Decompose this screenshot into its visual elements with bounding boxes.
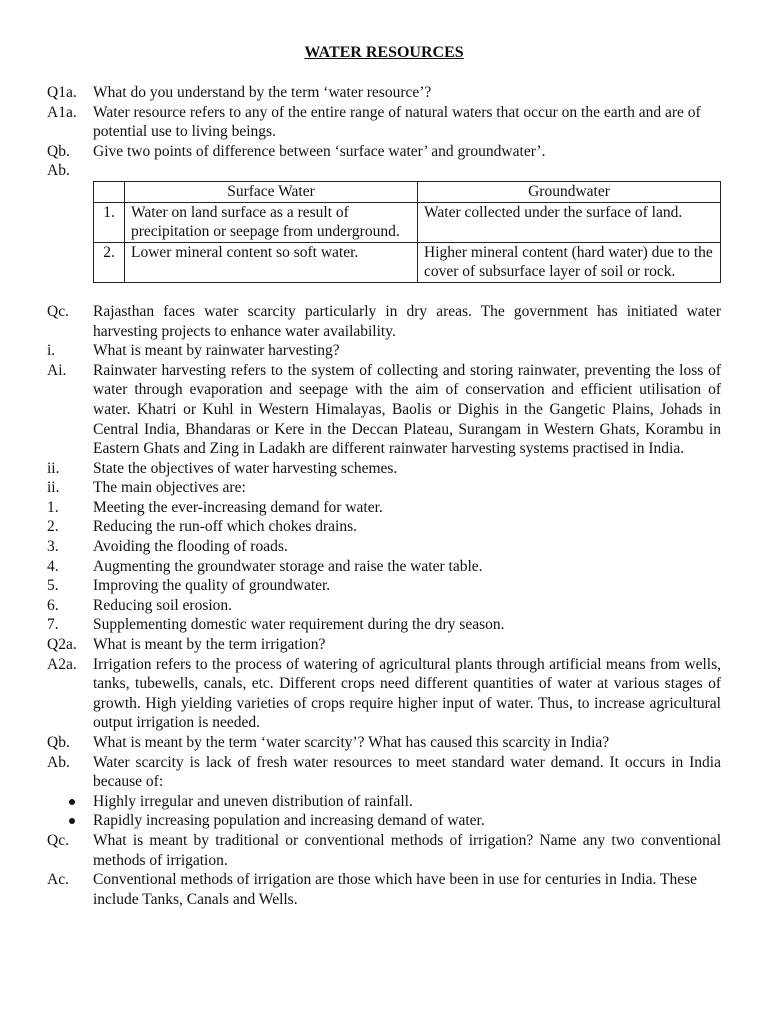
item-text: Rajasthan faces water scarcity particularly in dry areas. The government has initiated water harvesting projects to enhance water availability. [93,302,721,340]
item-label: 1. [47,498,59,516]
item-text: Conventional methods of irrigation are those which have been in use for centuries in India. These include Tanks, Canals and Wells. [93,871,698,908]
bullet-icon [47,792,93,812]
item-label: Ab. [47,162,70,180]
bullet-dot-icon [69,799,75,805]
item-text: Rapidly increasing population and increasing demand of water. [93,812,485,830]
item-label: 6. [47,596,59,614]
item-label: Q1a. [47,84,77,101]
item-label: Qc. [47,831,69,849]
qa-item [47,655,721,733]
qa-item [47,537,721,557]
item-label: ii. [47,459,60,477]
qa-item [47,498,721,518]
item-text: What is meant by rainwater harvesting? [93,342,340,360]
table-cell: Water on land surface as a result of precipitation or seepage from underground. [125,202,418,242]
item-label: ii. [47,479,60,497]
item-text: Improving the quality of groundwater. [93,577,331,595]
table-cell: 2. [94,242,125,282]
qa-item [47,557,721,577]
qa-item [47,103,721,142]
qa-section-1 [47,83,721,181]
qa-item [47,635,721,655]
item-label: Ab. [47,753,70,771]
bullet-item [47,792,721,812]
qa-item [47,576,721,596]
qa-item [47,517,721,537]
qa-item [47,596,721,616]
item-label: Qb. [47,734,70,751]
item-label: Qc. [47,302,69,320]
item-text: Supplementing domestic water requirement during the dry season. [93,616,505,634]
item-text: What is meant by the term irrigation? [93,636,326,654]
table-cell: Water collected under the surface of land. [418,202,721,242]
item-text: Reducing soil erosion. [93,596,233,614]
table-cell: 1. [94,202,125,242]
qa-item [47,142,721,162]
item-label: 2. [47,518,59,536]
qa-item [47,870,721,909]
table-row [94,202,721,242]
bullet-item [47,811,721,831]
qa-item [47,161,721,181]
item-label: i. [47,342,56,360]
item-text: The main objectives are: [93,479,246,497]
item-label: 4. [47,557,59,575]
item-text: Water resource refers to any of the entire range of natural waters that occur on the earth and are of potential use to living beings. [93,103,701,141]
item-text [93,161,721,181]
item-text: What is meant by the term ‘water scarcity’? What has caused this scarcity in India? [93,734,610,751]
item-text: Meeting the ever-increasing demand for water. [93,498,383,516]
item-label: Ac. [47,871,69,889]
item-text: What do you understand by the term ‘water resource’? [93,84,432,101]
qa-item [47,733,721,753]
table-cell: Higher mineral content (hard water) due to the cover of subsurface layer of soil or rock. [418,242,721,282]
table-header-cell [94,181,125,202]
qa-item [47,459,721,479]
qa-section-2 [47,302,721,909]
page-title: WATER RESOURCES [304,44,464,61]
item-text: Highly irregular and uneven distribution of rainfall. [93,792,413,810]
item-label: A1a. [47,103,77,121]
qa-item [47,831,721,870]
item-text: Reducing the run-off which chokes drains. [93,518,358,536]
table-header-cell: Surface Water [125,181,418,202]
item-text: Rainwater harvesting refers to the system of collecting and storing rainwater, preventing the loss of water through evaporation and seepage with the aim of conservation and efficient utilisation of water. Khatri or Kuhl in Western Himalayas, Baolis or Dighis in the Gangetic Plains, Johads in Central India, Bhandaras or Kere in the Deccan Plateau, Surangam in Western Ghats, Korambu in Eastern Ghats and Zing in Ladakh are different rainwater harvesting systems practised in India. [93,361,721,458]
item-label: Q2a. [47,636,77,654]
item-label: 3. [47,538,59,556]
item-label: A2a. [47,655,77,673]
item-text: Irrigation refers to the process of watering of agricultural plants through artificial means from wells, tanks, tubewells, canals, etc. Different crops need different quantities of water at various stages of growth. High yielding varieties of crops require higher input of water. Thus, to increase agricultural output irrigation is needed. [93,655,721,732]
qa-item [47,753,721,792]
item-text: Give two points of difference between ‘surface water’ and groundwater’. [93,142,546,160]
qa-item [47,615,721,635]
item-text: What is meant by traditional or conventional methods of irrigation? Name any two conventional methods of irrigation. [93,831,721,869]
qa-item [47,341,721,361]
table-header-cell: Groundwater [418,181,721,202]
item-label: 5. [47,577,59,595]
qa-item [47,83,721,103]
document-body [47,83,721,909]
item-text: Avoiding the flooding of roads. [93,538,288,556]
item-label: Ai. [47,361,67,379]
qa-item [47,302,721,341]
item-text: Water scarcity is lack of fresh water resources to meet standard water demand. It occurs in India because of: [93,753,721,791]
comparison-table [93,181,721,283]
table-header-row [94,181,721,202]
item-label: 7. [47,616,59,634]
table-row [94,242,721,282]
item-label: Qb. [47,142,70,160]
item-text: State the objectives of water harvesting schemes. [93,459,398,477]
qa-item [47,361,721,459]
table-cell: Lower mineral content so soft water. [125,242,418,282]
item-text: Augmenting the groundwater storage and raise the water table. [93,557,483,575]
qa-item [47,478,721,498]
bullet-icon [47,811,93,831]
bullet-dot-icon [69,818,75,824]
